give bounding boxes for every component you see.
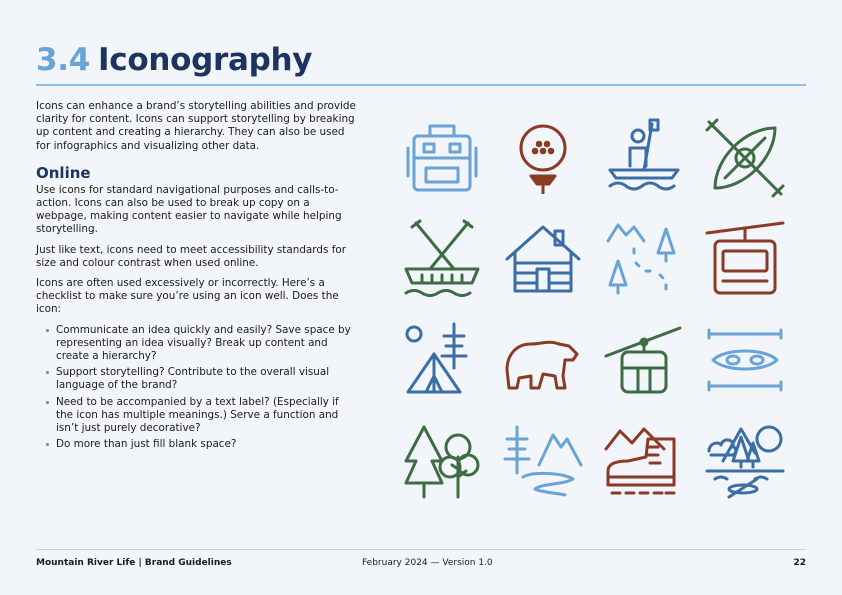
cable-car-icon	[604, 320, 684, 400]
online-paragraph: Icons are often used excessively or incorrectly. Here’s a checklist to make sure you’re using an icon well. Does the icon:	[36, 277, 339, 316]
page-title	[36, 40, 312, 80]
golf-ball-icon	[503, 118, 583, 198]
checklist-item: Support storytelling? Contribute to the overall visual language of the brand?	[46, 366, 356, 392]
checklist-item: Do more than just fill blank space?	[46, 438, 356, 451]
text-column	[36, 100, 356, 454]
intro-paragraph: Icons can enhance a brand’s storytelling abilities and provide clarity for content. Icons can support storytelling by breaking up content and creating a hierarchy. They can also be used for infographics and visualizing other data.	[36, 100, 356, 152]
checklist-item: Communicate an idea quickly and easily? Save space by representing an idea visually? Break up content and create a hierarchy?	[46, 324, 356, 364]
online-paragraph: Use icons for standard navigational purposes and calls-to-action. Icons can also be used to break up copy on a webpage, making content easier to navigate while helping storytelling.	[36, 183, 342, 236]
tent-icon	[402, 320, 482, 400]
section-number: 3.4	[36, 42, 91, 78]
log-cabin-icon	[503, 219, 583, 299]
online-heading: Online	[36, 163, 91, 182]
page-number: 22	[793, 558, 806, 568]
mountain-river-icon	[503, 421, 583, 501]
paddler-icon	[604, 118, 684, 198]
online-paragraph: Just like text, icons need to meet accessibility standards for size and colour contrast when used online.	[36, 243, 346, 269]
bear-icon	[503, 320, 583, 400]
backpack-icon	[402, 118, 482, 198]
paddles-kayak-icon	[705, 320, 785, 400]
icon-grid	[402, 118, 786, 502]
footer-date-version: February 2024 — Version 1.0	[362, 558, 493, 568]
forest-trees-icon	[402, 421, 482, 501]
mountain-lake-icon	[705, 421, 785, 501]
footer-brand: Mountain River Life | Brand Guidelines	[36, 558, 232, 568]
title-divider	[36, 84, 806, 86]
gondola-icon	[705, 219, 785, 299]
hiking-boot-icon	[604, 421, 684, 501]
canoe-icon	[402, 219, 482, 299]
checklist	[46, 324, 356, 452]
kayak-icon	[705, 118, 785, 198]
trail-map-icon	[604, 219, 684, 299]
checklist-item: Need to be accompanied by a text label? (Especially if the icon has multiple meanings.) Serve a function and isn’t just purely decorative?	[46, 396, 356, 436]
section-title: Iconography	[98, 42, 313, 78]
footer-divider	[36, 549, 806, 550]
